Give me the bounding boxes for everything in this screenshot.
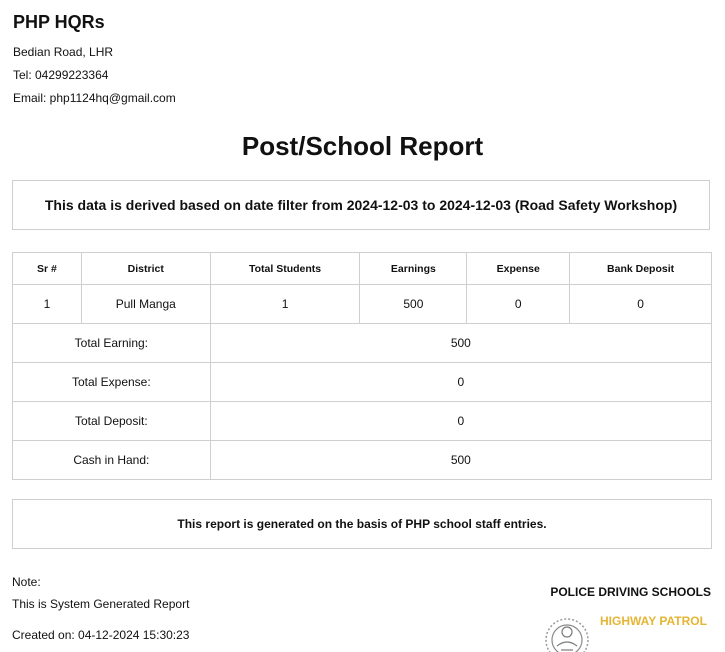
- cell-sr: 1: [13, 285, 82, 324]
- organization-email: Email: php1124hq@gmail.com: [13, 91, 176, 105]
- header-district: District: [81, 253, 210, 285]
- report-title: Post/School Report: [241, 131, 484, 161]
- logo-text: HIGHWAY PATROL: [600, 614, 707, 628]
- highway-patrol-logo: [543, 614, 723, 652]
- summary-row-total-expense: [13, 363, 712, 402]
- table-header-row: [13, 253, 712, 285]
- organization-header: [13, 12, 176, 114]
- note-label: Note:: [12, 575, 41, 589]
- summary-label: Cash in Hand:: [13, 441, 211, 480]
- table-row: [13, 285, 712, 324]
- police-emblem-icon: [543, 616, 591, 652]
- summary-row-total-deposit: [13, 402, 712, 441]
- organization-phone: Tel: 04299223364: [13, 68, 109, 82]
- note-section: [12, 575, 189, 650]
- header-total-students: Total Students: [210, 253, 360, 285]
- summary-label: Total Expense:: [13, 363, 211, 402]
- report-basis-notice: This report is generated on the basis of PHP school staff entries.: [12, 499, 712, 549]
- summary-label: Total Deposit:: [13, 402, 211, 441]
- header-earnings: Earnings: [360, 253, 467, 285]
- date-filter-notice: This data is derived based on date filter from 2024-12-03 to 2024-12-03 (Road Safety Workshop): [12, 180, 710, 230]
- report-table: [12, 252, 712, 480]
- summary-value: 500: [210, 441, 711, 480]
- note-text: This is System Generated Report: [12, 597, 190, 611]
- summary-label: Total Earning:: [13, 324, 211, 363]
- organization-address: Bedian Road, LHR: [13, 45, 114, 59]
- cell-bank-deposit: 0: [570, 285, 712, 324]
- created-on-timestamp: Created on: 04-12-2024 15:30:23: [12, 628, 190, 642]
- brand-title: POLICE DRIVING SCHOOLS: [550, 585, 711, 599]
- cell-total-students: 1: [210, 285, 360, 324]
- summary-value: 0: [210, 402, 711, 441]
- header-sr: Sr #: [13, 253, 82, 285]
- organization-name: PHP HQRs: [13, 12, 105, 32]
- summary-row-cash-in-hand: [13, 441, 712, 480]
- summary-value: 0: [210, 363, 711, 402]
- summary-row-total-earning: [13, 324, 712, 363]
- cell-earnings: 500: [360, 285, 467, 324]
- header-expense: Expense: [467, 253, 570, 285]
- cell-expense: 0: [467, 285, 570, 324]
- header-bank-deposit: Bank Deposit: [570, 253, 712, 285]
- summary-value: 500: [210, 324, 711, 363]
- cell-district: Pull Manga: [81, 285, 210, 324]
